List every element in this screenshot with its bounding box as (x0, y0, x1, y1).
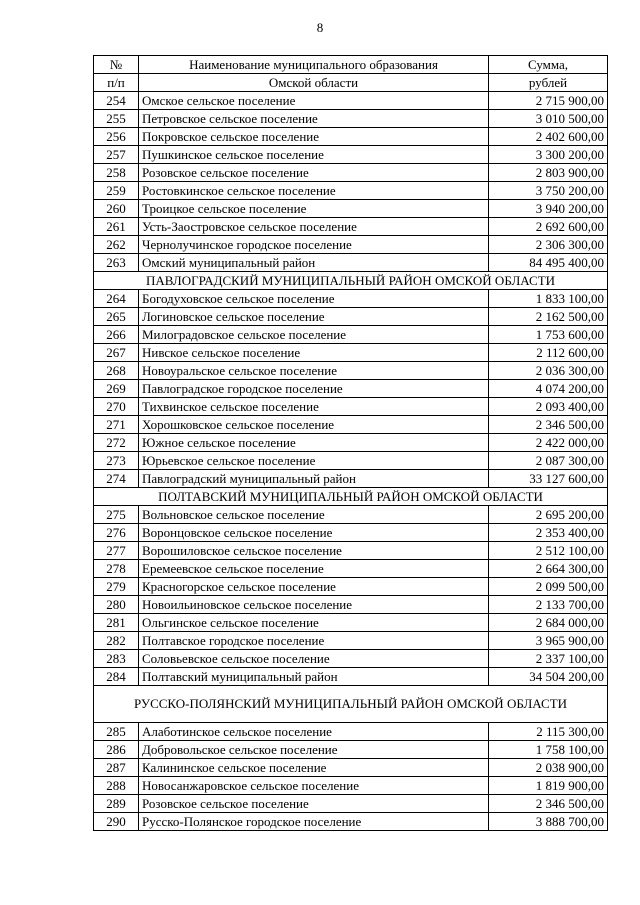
header-name-line2: Омской области (268, 75, 359, 90)
table-row (94, 578, 608, 596)
amount: 2 087 300,00 (489, 452, 608, 470)
municipality-name: Алаботинское сельское поселение (139, 723, 489, 741)
table-row (94, 524, 608, 542)
municipality-name: Троицкое сельское поселение (139, 200, 489, 218)
section-title: ПАВЛОГРАДСКИЙ МУНИЦИПАЛЬНЫЙ РАЙОН ОМСКОЙ ОБЛАСТИ (94, 272, 608, 290)
row-number: 256 (94, 128, 139, 146)
table-row (94, 795, 608, 813)
municipality-name: Розовское сельское поселение (139, 164, 489, 182)
row-number: 262 (94, 236, 139, 254)
municipality-name: Покровское сельское поселение (139, 128, 489, 146)
municipality-name: Соловьевское сельское поселение (139, 650, 489, 668)
amount: 2 133 700,00 (489, 596, 608, 614)
municipality-name: Павлоградский муниципальный район (139, 470, 489, 488)
row-number: 275 (94, 506, 139, 524)
municipality-name: Ростовкинское сельское поселение (139, 182, 489, 200)
municipality-name: Павлоградское городское поселение (139, 380, 489, 398)
header-num-line1: № (109, 57, 123, 72)
amount: 2 099 500,00 (489, 578, 608, 596)
table-row (94, 146, 608, 164)
header-num-line2: п/п (107, 75, 125, 90)
table-row (94, 723, 608, 741)
row-number: 274 (94, 470, 139, 488)
table-row (94, 254, 608, 272)
row-number: 258 (94, 164, 139, 182)
header-name-line1: Наименование муниципального образования (189, 57, 438, 72)
amount: 2 803 900,00 (489, 164, 608, 182)
header-num (94, 56, 139, 74)
municipality-name: Еремеевское сельское поселение (139, 560, 489, 578)
row-number: 263 (94, 254, 139, 272)
amount: 2 684 000,00 (489, 614, 608, 632)
amount: 3 940 200,00 (489, 200, 608, 218)
municipality-name: Новосанжаровское сельское поселение (139, 777, 489, 795)
header-sum (489, 56, 608, 74)
row-number: 284 (94, 668, 139, 686)
row-number: 261 (94, 218, 139, 236)
row-number: 268 (94, 362, 139, 380)
amount: 1 819 900,00 (489, 777, 608, 795)
amount: 3 965 900,00 (489, 632, 608, 650)
header-num-2 (94, 74, 139, 92)
header-name-2 (139, 74, 489, 92)
row-number: 286 (94, 741, 139, 759)
municipality-name: Омское сельское поселение (139, 92, 489, 110)
amount: 2 692 600,00 (489, 218, 608, 236)
row-number: 276 (94, 524, 139, 542)
amount: 2 664 300,00 (489, 560, 608, 578)
table-row (94, 650, 608, 668)
table-row (94, 470, 608, 488)
row-number: 283 (94, 650, 139, 668)
municipality-name: Хорошковское сельское поселение (139, 416, 489, 434)
header-sum-2 (489, 74, 608, 92)
municipality-name: Омский муниципальный район (139, 254, 489, 272)
municipality-name: Ворошиловское сельское поселение (139, 542, 489, 560)
row-number: 270 (94, 398, 139, 416)
table-row (94, 290, 608, 308)
row-number: 265 (94, 308, 139, 326)
table-row (94, 542, 608, 560)
budget-table (93, 55, 608, 831)
row-number: 267 (94, 344, 139, 362)
municipality-name: Юрьевское сельское поселение (139, 452, 489, 470)
row-number: 269 (94, 380, 139, 398)
table-row (94, 164, 608, 182)
table-row (94, 506, 608, 524)
table-row (94, 218, 608, 236)
table-row (94, 326, 608, 344)
table-row (94, 668, 608, 686)
amount: 1 758 100,00 (489, 741, 608, 759)
table-row (94, 344, 608, 362)
municipality-name: Нивское сельское поселение (139, 344, 489, 362)
table-row (94, 614, 608, 632)
table-row (94, 182, 608, 200)
row-number: 289 (94, 795, 139, 813)
amount: 4 074 200,00 (489, 380, 608, 398)
row-number: 259 (94, 182, 139, 200)
table-body (94, 92, 608, 831)
municipality-name: Усть-Заостровское сельское поселение (139, 218, 489, 236)
row-number: 272 (94, 434, 139, 452)
header-sum-line2: рублей (528, 75, 568, 90)
row-number: 282 (94, 632, 139, 650)
row-number: 288 (94, 777, 139, 795)
municipality-name: Богодуховское сельское поселение (139, 290, 489, 308)
row-number: 260 (94, 200, 139, 218)
row-number: 264 (94, 290, 139, 308)
amount: 2 337 100,00 (489, 650, 608, 668)
amount: 2 038 900,00 (489, 759, 608, 777)
municipality-name: Вольновское сельское поселение (139, 506, 489, 524)
amount: 2 402 600,00 (489, 128, 608, 146)
municipality-name: Калининское сельское поселение (139, 759, 489, 777)
amount: 2 162 500,00 (489, 308, 608, 326)
municipality-name: Ольгинское сельское поселение (139, 614, 489, 632)
amount: 2 346 500,00 (489, 416, 608, 434)
table-row (94, 380, 608, 398)
section-row (94, 488, 608, 506)
table-row (94, 452, 608, 470)
table-row (94, 741, 608, 759)
amount: 3 010 500,00 (489, 110, 608, 128)
amount: 84 495 400,00 (489, 254, 608, 272)
amount: 1 833 100,00 (489, 290, 608, 308)
municipality-name: Южное сельское поселение (139, 434, 489, 452)
row-number: 266 (94, 326, 139, 344)
row-number: 257 (94, 146, 139, 164)
row-number: 280 (94, 596, 139, 614)
table-row (94, 398, 608, 416)
municipality-name: Розовское сельское поселение (139, 795, 489, 813)
section-title: РУССКО-ПОЛЯНСКИЙ МУНИЦИПАЛЬНЫЙ РАЙОН ОМСКОЙ ОБЛАСТИ (94, 686, 608, 723)
table-row (94, 128, 608, 146)
municipality-name: Новоильиновское сельское поселение (139, 596, 489, 614)
row-number: 290 (94, 813, 139, 831)
section-row (94, 686, 608, 723)
amount: 1 753 600,00 (489, 326, 608, 344)
amount: 3 888 700,00 (489, 813, 608, 831)
municipality-name: Петровское сельское поселение (139, 110, 489, 128)
row-number: 278 (94, 560, 139, 578)
amount: 2 512 100,00 (489, 542, 608, 560)
municipality-name: Полтавское городское поселение (139, 632, 489, 650)
amount: 33 127 600,00 (489, 470, 608, 488)
table-row (94, 110, 608, 128)
header-sum-line1: Сумма, (527, 57, 569, 72)
section-row (94, 272, 608, 290)
row-number: 281 (94, 614, 139, 632)
amount: 2 093 400,00 (489, 398, 608, 416)
row-number: 279 (94, 578, 139, 596)
municipality-name: Полтавский муниципальный район (139, 668, 489, 686)
municipality-name: Милоградовское сельское поселение (139, 326, 489, 344)
table-row (94, 236, 608, 254)
table-row (94, 92, 608, 110)
table-row (94, 416, 608, 434)
row-number: 271 (94, 416, 139, 434)
table-row (94, 560, 608, 578)
municipality-name: Воронцовское сельское поселение (139, 524, 489, 542)
municipality-name: Логиновское сельское поселение (139, 308, 489, 326)
table-row (94, 596, 608, 614)
table-row (94, 308, 608, 326)
table-row (94, 434, 608, 452)
municipality-name: Чернолучинское городское поселение (139, 236, 489, 254)
amount: 2 036 300,00 (489, 362, 608, 380)
row-number: 255 (94, 110, 139, 128)
municipality-name: Новоуральское сельское поселение (139, 362, 489, 380)
row-number: 254 (94, 92, 139, 110)
amount: 2 112 600,00 (489, 344, 608, 362)
table-row (94, 777, 608, 795)
municipality-name: Тихвинское сельское поселение (139, 398, 489, 416)
row-number: 273 (94, 452, 139, 470)
amount: 2 353 400,00 (489, 524, 608, 542)
row-number: 287 (94, 759, 139, 777)
table-row (94, 813, 608, 831)
amount: 2 115 300,00 (489, 723, 608, 741)
amount: 2 346 500,00 (489, 795, 608, 813)
amount: 3 750 200,00 (489, 182, 608, 200)
row-number: 285 (94, 723, 139, 741)
table-row (94, 200, 608, 218)
table-header (94, 56, 608, 92)
amount: 34 504 200,00 (489, 668, 608, 686)
section-title: ПОЛТАВСКИЙ МУНИЦИПАЛЬНЫЙ РАЙОН ОМСКОЙ ОБЛАСТИ (94, 488, 608, 506)
municipality-name: Русско-Полянское городское поселение (139, 813, 489, 831)
amount: 2 715 900,00 (489, 92, 608, 110)
amount: 2 695 200,00 (489, 506, 608, 524)
municipality-name: Пушкинское сельское поселение (139, 146, 489, 164)
table-row (94, 362, 608, 380)
header-name (139, 56, 489, 74)
row-number: 277 (94, 542, 139, 560)
amount: 2 422 000,00 (489, 434, 608, 452)
page-number: 8 (316, 20, 324, 35)
municipality-name: Красногорское сельское поселение (139, 578, 489, 596)
table-row (94, 632, 608, 650)
municipality-name: Добровольское сельское поселение (139, 741, 489, 759)
amount: 2 306 300,00 (489, 236, 608, 254)
table-row (94, 759, 608, 777)
amount: 3 300 200,00 (489, 146, 608, 164)
